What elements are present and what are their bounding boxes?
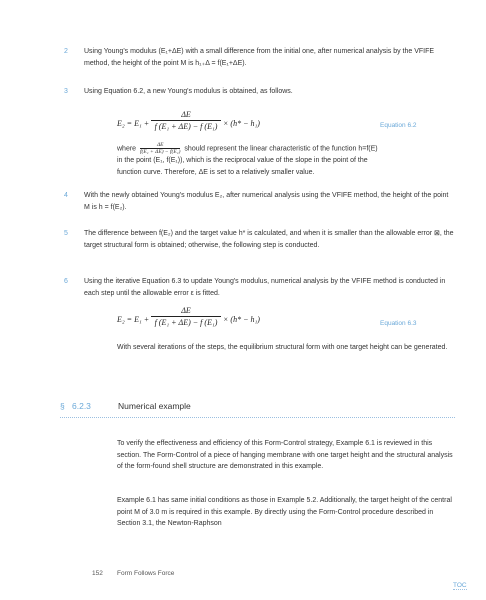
step-number: 6	[64, 278, 68, 285]
fraction-numerator: ΔE	[181, 110, 191, 119]
equation-lhs: E₂ = E₁ +	[117, 119, 150, 128]
fraction-numerator: ΔE	[181, 306, 191, 315]
where-paragraph	[117, 142, 457, 178]
fraction-denominator: f (E₁ + ΔE) − f (E₁)	[154, 318, 218, 327]
where-line-1	[117, 142, 457, 155]
iteration-paragraph: With several iterations of the steps, the equilibrium structural form with one target height can be generated.	[117, 344, 448, 351]
step-2	[64, 46, 454, 69]
step-number: 5	[64, 230, 68, 237]
running-footer-title: Form Follows Force	[117, 570, 175, 577]
section-number: 6.2.3	[72, 401, 91, 411]
step-6	[64, 276, 454, 299]
step-5	[64, 228, 454, 251]
where-line-3: function curve. Therefore, ΔE is set to a relatively smaller value.	[117, 168, 315, 176]
equation-rhs: × (h* − h₁)	[223, 315, 260, 324]
where-line-1-text: should represent the linear characteristic of the function h=f(E)	[184, 145, 378, 153]
step-text: Using Young's modulus (E₁+ΔE) with a small difference from the initial one, after numerical analysis by the VFIFE method, the height of the point M is h₁₊Δ = f(E₁+ΔE).	[84, 48, 435, 67]
step-text: With the newly obtained Young's modulus E₂, after numerical analysis using the VFIFE method, the height of the point M is h = f(E₂).	[84, 192, 449, 211]
step-number: 4	[64, 192, 68, 199]
inline-fraction	[140, 142, 180, 155]
section-symbol: §	[60, 401, 65, 411]
paragraph-1: To verify the effectiveness and efficiency of this Form-Control strategy, Example 6.1 is reviewed in this section. The Form-Control of a piece of hanging membrane with one target height and the structural analysis of the form-found shell structure are demonstrated in this example.	[117, 440, 453, 470]
where-line-2: in the point (E₁, f(E₁)), which is the reciprocal value of the slope in the point of the	[117, 157, 368, 164]
step-4	[64, 190, 454, 213]
equation-label: Equation 6.3	[380, 320, 417, 327]
step-text: Using the iterative Equation 6.3 to update Young's modulus, numerical analysis by the VFIFE method is conducted in each step until the allowable error ε is fitted.	[84, 278, 446, 297]
inline-fraction-denominator: f(E₁ + ΔE) − f(E₁)	[140, 149, 181, 155]
equation-rhs: × (h* − h₁)	[223, 119, 260, 128]
step-number: 2	[64, 48, 68, 55]
equation-label: Equation 6.2	[380, 122, 417, 129]
fraction-bar	[151, 316, 221, 317]
page-number: 152	[92, 570, 103, 577]
where-word: where	[117, 145, 137, 153]
equation-fraction	[151, 110, 221, 131]
step-text: The difference between f(E₂) and the target value h* is calculated, and when it is smaller than the allowable error ⊠, the target structural form is obtained; otherwise, the following step is conducted.	[84, 230, 454, 249]
fraction-bar	[151, 120, 221, 121]
step-number: 3	[64, 88, 68, 95]
section-title: Numerical example	[118, 401, 191, 411]
step-3	[64, 86, 454, 98]
section-heading	[60, 401, 455, 418]
paragraph-2: Example 6.1 has same initial conditions as those in Example 5.2. Additionally, the target height of the central point M of 3.0 m is required in this example. By directly using the Form-Control procedure described in Section 3.1, the Newton-Raphson	[117, 497, 452, 527]
step-text: Using Equation 6.2, a new Young's modulus is obtained, as follows.	[84, 88, 293, 95]
toc-link[interactable]: TOC	[453, 582, 467, 589]
equation-fraction	[151, 306, 221, 327]
fraction-denominator: f (E₁ + ΔE) − f (E₁)	[154, 122, 218, 131]
inline-fraction-numerator: ΔE	[156, 142, 164, 148]
equation-lhs: E₂ = E₁ +	[117, 315, 150, 324]
